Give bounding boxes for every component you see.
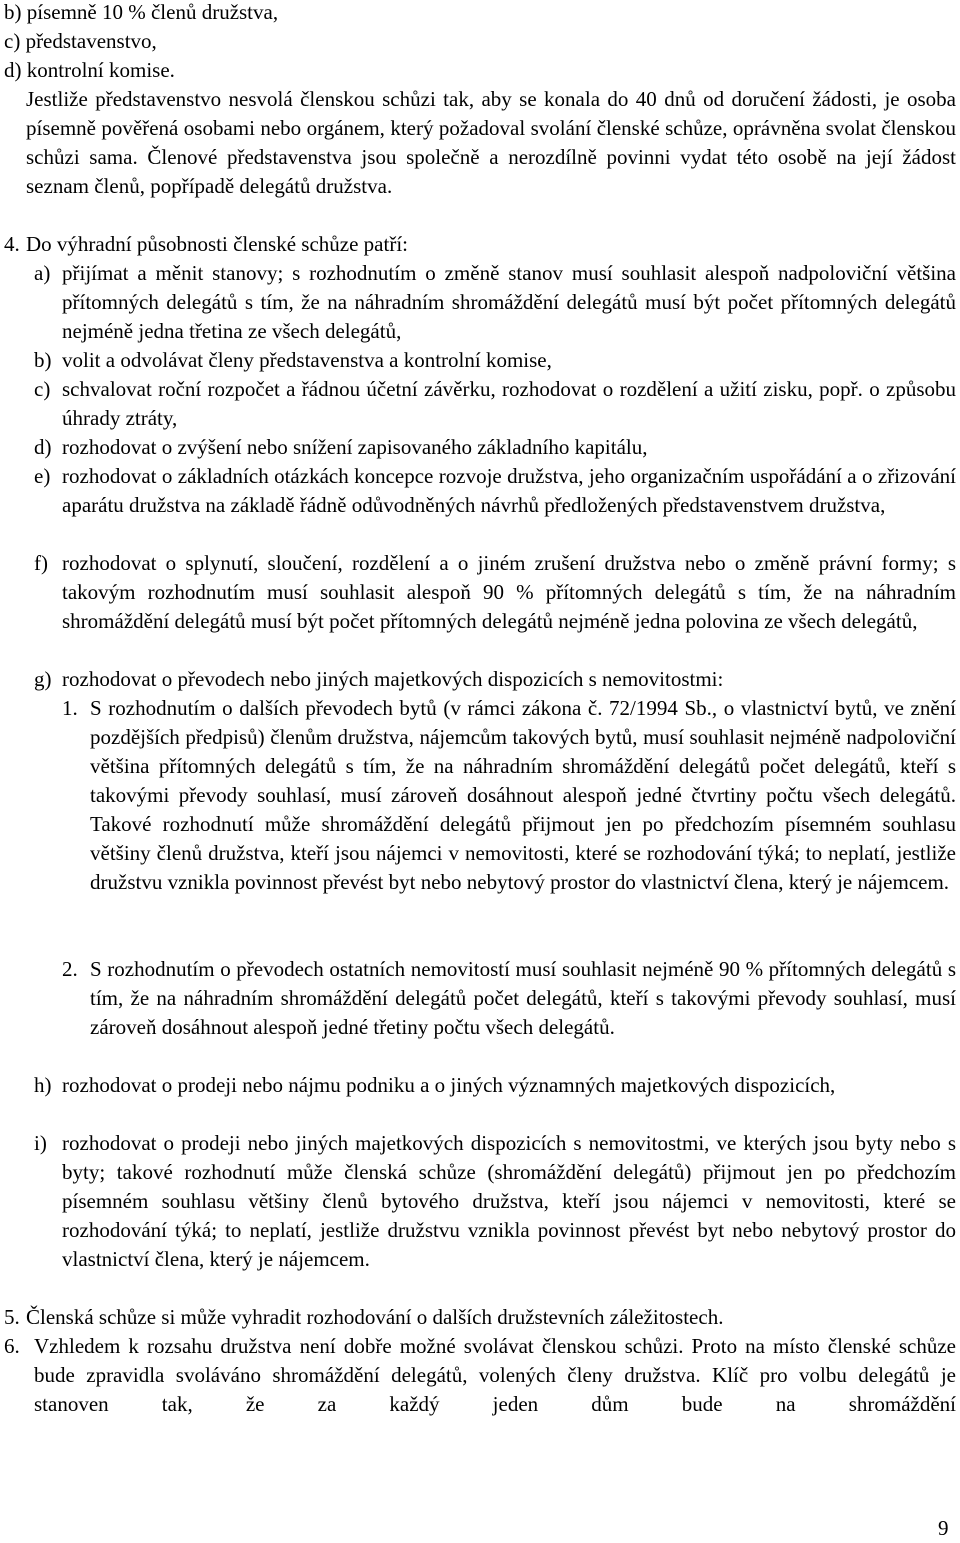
paragraph-4-number: 4. [4,232,20,256]
paragraph-5-number: 5. [4,1305,20,1329]
item-h-label: h) [34,1073,52,1097]
paragraph-3-continuation: Jestliže představenstvo nesvolá členskou schůzi tak, aby se konala do 40 dnů od doručení žádosti, je osoba písemně pověřená osobami nebo orgánem, který požadoval svolání členské schůze, oprávněna svolat členskou schůzi sama. Členové představenstva jsou společně a nerozdílně povinni vydat této osobě na její žádost seznam členů, popřípadě delegátů družstva. [26,87,956,198]
item-g-text: rozhodovat o převodech nebo jiných majetkových dispozicích s nemovitostmi: [62,667,724,691]
item-e-text: rozhodovat o základních otázkách koncepce rozvoje družstva, jeho organizačním uspořádání a o zřizování aparátu družstva na základě řádně odůvodněných návrhů předložených představenstvem družstva, [62,464,956,517]
item-f-text: rozhodovat o splynutí, sloučení, rozdělení a o jiném zrušení družstva nebo o změně právní formy; s takovým rozhodnutím musí souhlasit alespoň 90 % přítomných delegátů s tím, že na náhradním shromáždění delegátů musí být počet přítomných delegátů nejméně jedna polovina ze všech delegátů, [62,551,956,633]
list-item-c: c) představenstvo, [4,29,157,53]
item-d-text: rozhodovat o zvýšení nebo snížení zapisovaného základního kapitálu, [62,435,648,459]
item-h-text: rozhodovat o prodeji nebo nájmu podniku a o jiných významných majetkových dispozicích, [62,1073,836,1097]
paragraph-5-text: Členská schůze si může vyhradit rozhodování o dalších družstevních záležitostech. [26,1305,724,1329]
item-i-text: rozhodovat o prodeji nebo jiných majetkových dispozicích s nemovitostmi, ve kterých jsou byty nebo s byty; takové rozhodnutí může členská schůze (shromáždění delegátů) přijmout jen po předchozím písemném souhlasu většiny členů bytového družstva, kteří jsou nájemci v nemovitosti, které se rozhodování týká; to neplatí, jestliže družstvu vznikla povinnost převést byt nebo nebytový prostor do vlastnictví člena, který je nájemcem. [62,1131,956,1271]
list-item-d: d) kontrolní komise. [4,58,175,82]
item-c-text: schvalovat roční rozpočet a řádnou účetní závěrku, rozhodovat o rozdělení a užití zisku, popř. o způsobu úhrady ztráty, [62,377,956,430]
item-g-label: g) [34,667,52,691]
paragraph-4-intro: Do výhradní působnosti členské schůze patří: [26,232,408,256]
item-g-sub2-label: 2. [62,957,78,981]
item-g-sub1-text: S rozhodnutím o dalších převodech bytů (v rámci zákona č. 72/1994 Sb., o vlastnictví bytů, ve znění pozdějších předpisů) členům družstva, nájemcům takových bytů, musí souhlasit nejméně nadpoloviční většina přítomných delegátů s tím, že na náhradním shromáždění delegátů počet delegátů, kteří s takovými převody souhlasí, musí zároveň dosáhnout alespoň jedné čtvrtiny počtu všech delegátů. Takové rozhodnutí může shromáždění delegátů přijmout jen po předchozím písemném souhlasu většiny členů družstva, kteří jsou nájemci v nemovitosti, které se rozhodování týká; to neplatí, jestliže družstvu vznikla povinnost převést byt nebo nebytový prostor do vlastnictví člena, který je nájemcem. [90,696,956,894]
paragraph-6-number: 6. [4,1334,20,1358]
item-f-label: f) [34,551,48,575]
item-b-label: b) [34,348,52,372]
item-g-sub1-label: 1. [62,696,78,720]
item-d-label: d) [34,435,52,459]
paragraph-6-text: Vzhledem k rozsahu družstva není dobře možné svolávat členskou schůzi. Proto na místo členské schůze bude zpravidla svoláváno shromáždění delegátů, volených členy družstva. Klíč pro volbu delegátů je stanoven tak, že za každý jeden dům bude na shromáždění [34,1334,956,1416]
item-a-text: přijímat a měnit stanovy; s rozhodnutím o změně stanov musí souhlasit alespoň nadpoloviční většina přítomných delegátů s tím, že na náhradním shromáždění delegátů musí být počet přítomných delegátů nejméně jedna třetina ze všech delegátů, [62,261,956,343]
item-g-sub2-text: S rozhodnutím o převodech ostatních nemovitostí musí souhlasit nejméně 90 % přítomných delegátů s tím, že na náhradním shromáždění delegátů počet delegátů, kteří s takovými převody souhlasí, musí zároveň dosáhnout alespoň jedné třetiny počtu všech delegátů. [90,957,956,1039]
item-i-label: i) [34,1131,47,1155]
item-c-label: c) [34,377,51,401]
item-a-label: a) [34,261,51,285]
item-e-label: e) [34,464,51,488]
list-item-b: b) písemně 10 % členů družstva, [4,0,279,24]
item-b-text: volit a odvolávat členy představenstva a kontrolní komise, [62,348,552,372]
page-number: 9 [938,1516,949,1540]
